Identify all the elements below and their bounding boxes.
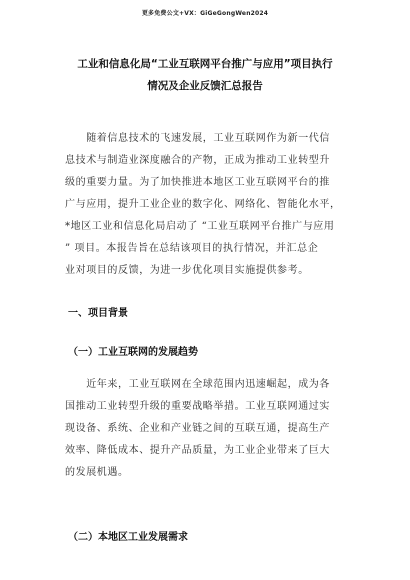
trend-line: 效率、降低成本、提升产品质量，为工业企业带来了巨大: [65, 445, 330, 456]
intro-line: 业对项目的反馈，为进一步优化项目实施提供参考。: [65, 265, 309, 276]
intro-line: 随着信息技术的飞速发展，工业互联网作为新一代信: [65, 133, 330, 144]
trend-line: 的发展机遇。: [65, 467, 129, 478]
trend-paragraph: [65, 374, 347, 484]
document-title-line-1: 工业和信息化局“工业互联网平台推广与应用”项目执行: [77, 58, 333, 70]
intro-paragraph: [65, 128, 347, 282]
subsection-heading-trend: （一）工业互联网的发展趋势: [68, 347, 198, 358]
header-note: 更多免费公文+VX：GiGeGongWen2024: [141, 10, 269, 17]
subsection-heading-local-needs: （二）本地区工业发展需求: [68, 532, 188, 543]
intro-line: *地区工业和信息化局启动了 “工业互联网平台推广与应用: [65, 221, 335, 232]
trend-line: 国推动工业转型升级的重要战略举措。工业互联网通过实: [65, 401, 330, 412]
intro-line: 息技术与制造业深度融合的产物，正成为推动工业转型升: [65, 155, 330, 166]
intro-line: 级的重要力量。为了加快推进本地区工业互联网平台的推: [65, 177, 330, 188]
trend-line: 现设备、系统、企业和产业链之间的互联互通，提高生产: [65, 423, 330, 434]
document-title-line-2: 情况及企业反馈汇总报告: [147, 80, 263, 92]
trend-line: 近年来，工业互联网在全球范围内迅速崛起，成为各: [65, 379, 330, 390]
section-heading-background: 一、项目背景: [68, 308, 128, 319]
intro-line: ” 项目。本报告旨在总结该项目的执行情况，并汇总企: [65, 243, 319, 254]
intro-line: 广与应用，提升工业企业的数字化、网络化、智能化水平，: [65, 199, 341, 210]
